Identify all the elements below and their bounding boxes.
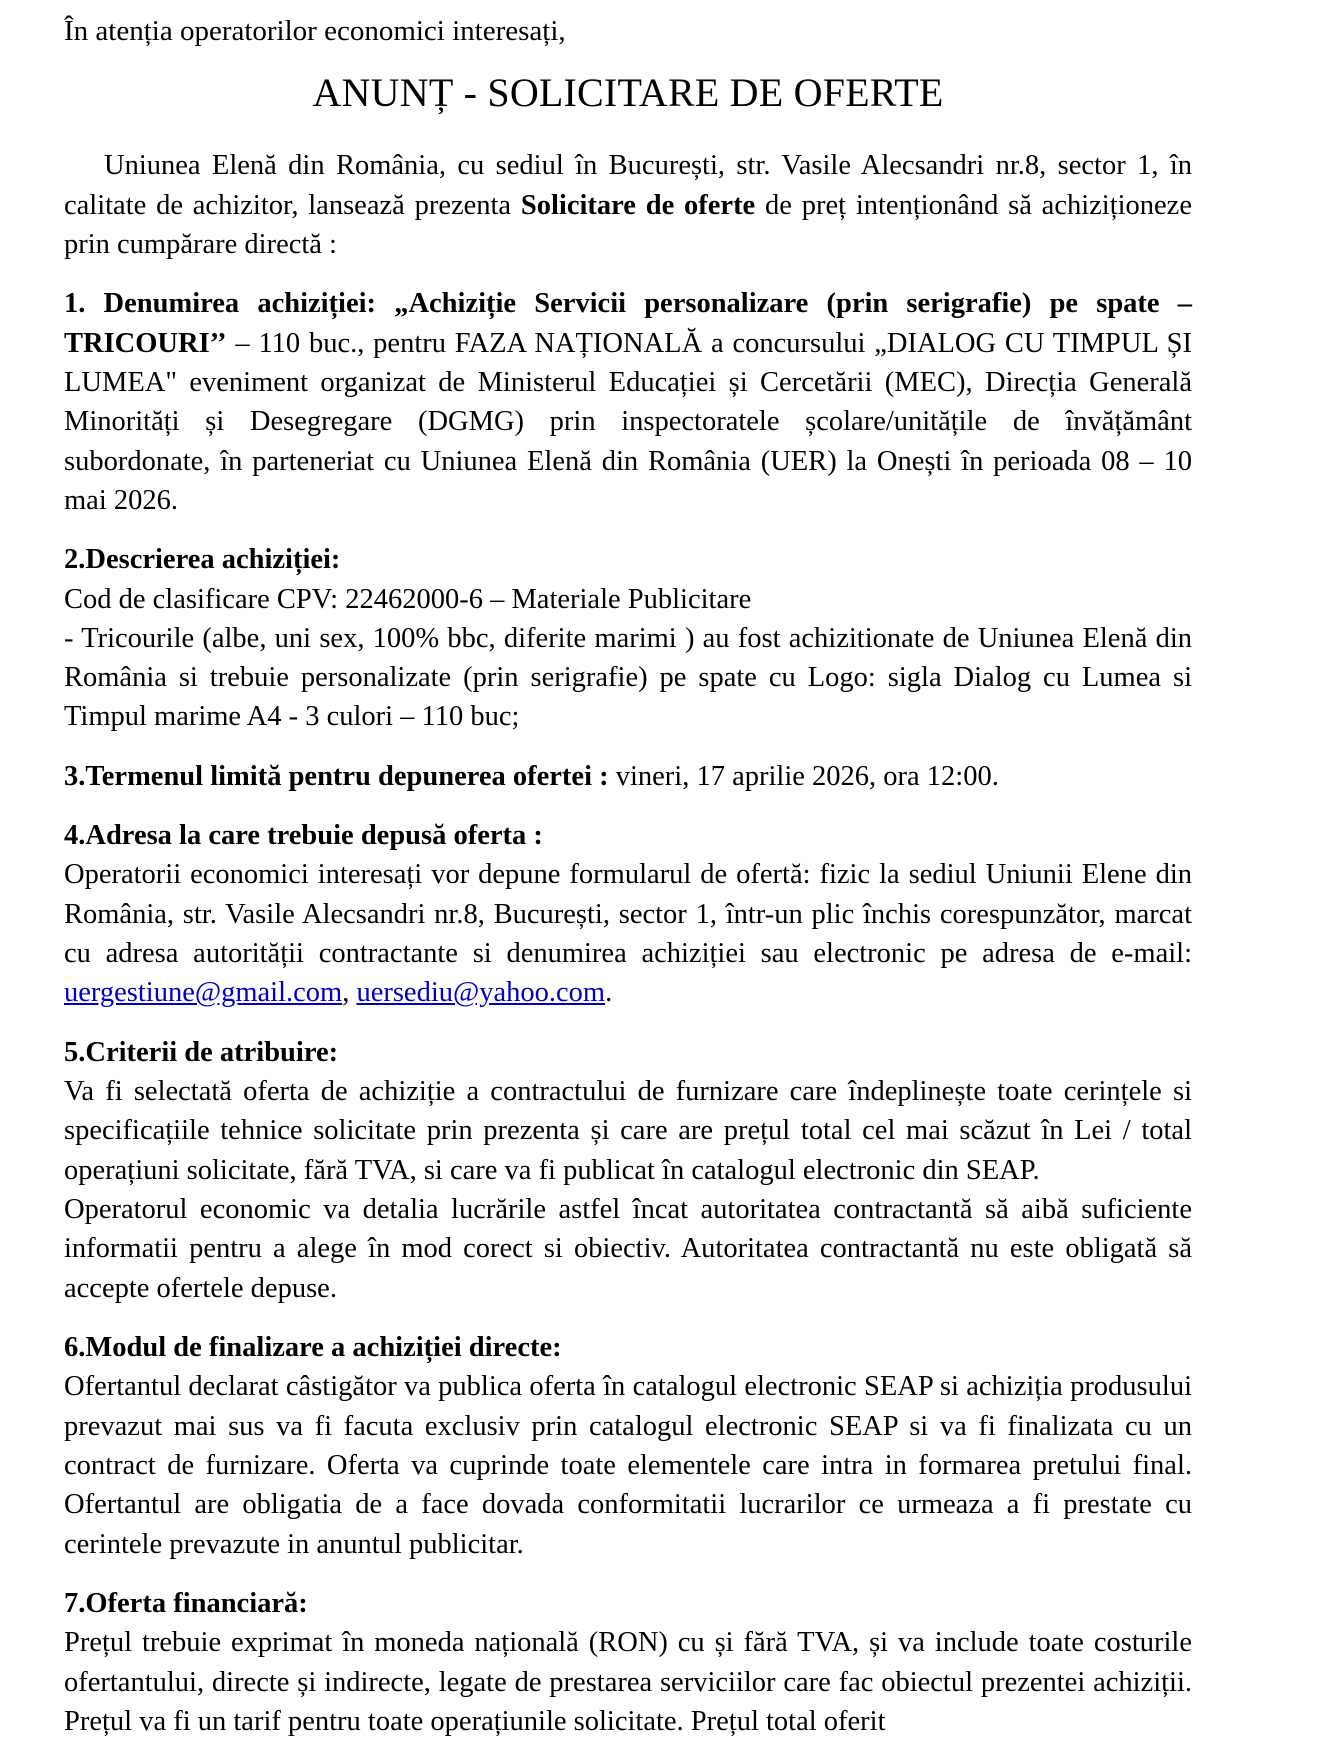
email-separator: , (342, 977, 357, 1009)
section-4-body-before: Operatorii economici interesați vor depune formularul de ofertă: fizic la sediul Uniunii Elene din România, str. Vasile Alecsandri nr.8, București, sector 1, într-un plic închis corespunzător, marcat cu adresa autorității contractante si denumirea achiziției sau electronic pe adresa de e-mail: (64, 859, 1192, 970)
section-5 (64, 1033, 1192, 1308)
section-2-description-line: - Tricourile (albe, uni sex, 100% bbc, diferite marimi ) au fost achizitionate de Uniunea Elenă din România si trebuie personalizate (prin serigrafie) pe spate cu Logo: sigla Dialog cu Lumea si Timpul marime A4 - 3 culori – 110 buc; (64, 622, 1192, 733)
email-link-gestiune[interactable]: uergestiune@gmail.com (64, 977, 343, 1009)
section-1 (64, 284, 1192, 520)
section-2-heading: 2.Descrierea achiziției: (64, 544, 341, 576)
intro-text-part2: de preț intenționând să achiziționeze prin cumpărare directă : (64, 189, 1192, 260)
section-5-heading: 5.Criterii de atribuire: (64, 1036, 339, 1068)
section-1-heading (64, 284, 1192, 520)
section-6-heading: 6.Modul de finalizare a achiziției directe: (64, 1332, 562, 1364)
section-2 (64, 540, 1192, 737)
section-4-body-after: . (605, 977, 613, 1009)
page-title: ANUNȚ - SOLICITARE DE OFERTE (312, 70, 944, 116)
intro-text-part1: Uniunea Elenă din România, cu sediul în București, str. Vasile Alecsandri nr.8, sector 1, în calitate de achizitor, lansează prezenta (64, 150, 1192, 221)
section-7-heading: 7.Oferta financiară: (64, 1588, 308, 1620)
intro-paragraph (64, 146, 1192, 264)
section-7 (64, 1584, 1192, 1741)
section-3 (64, 757, 1192, 796)
section-4 (64, 816, 1192, 1013)
section-3-heading (64, 757, 1192, 796)
section-6 (64, 1328, 1192, 1564)
section-1-heading-rest: – 110 buc., pentru FAZA NAȚIONALĂ a concursului „DIALOG CU TIMPUL ȘI LUMEA" eveniment organizat de Ministerul Educației și Cercetării (MEC), Direcția Generală Minorități și Desegregare (DGMG) prin inspectoratele școlare/unitățile de învățământ subordonate, în parteneriat cu Uniunea Elenă din România (UER) la Onești în perioada 08 – 10 mai 2026. (64, 327, 1192, 516)
addressee-line: În atenția operatorilor economici interesați, (64, 15, 566, 47)
email-link-sediu[interactable]: uersediu@yahoo.com (356, 977, 606, 1009)
section-3-heading-label: 3.Termenul limită pentru depunerea ofertei : (64, 760, 609, 792)
intro-emphasis: Solicitare de oferte (520, 189, 756, 221)
section-4-body (64, 855, 1192, 1012)
section-6-body: Ofertantul declarat câstigător va publica oferta în catalogul electronic SEAP si achiziția produsului prevazut mai sus va fi facuta exclusiv prin catalogul electronic SEAP si va fi finalizata cu un contract de furnizare. Oferta va cuprinde toate elementele care intra in formarea pretului final. Ofertantul are obligatia de a face dovada conformitatii lucrarilor ce urmeaza a fi prestate cu cerintele prevazute in anuntul publicitar. (64, 1371, 1192, 1560)
section-3-deadline-value: vineri, 17 aprilie 2026, ora 12:00. (608, 760, 999, 792)
section-5-paragraph-2: Operatorul economic va detalia lucrările astfel încat autoritatea contractantă să aibă suficiente informatii pentru a alege în mod corect si obiectiv. Autoritatea contractantă nu este obligată să accepte ofertele depuse. (64, 1194, 1192, 1304)
section-2-cpv-line: Cod de clasificare CPV: 22462000-6 – Materiale Publicitare (64, 583, 752, 615)
section-4-heading: 4.Adresa la care trebuie depusă oferta : (64, 820, 543, 852)
section-7-body: Prețul trebuie exprimat în moneda națională (RON) cu și fără TVA, și va include toate costurile ofertantului, directe și indirecte, legate de prestarea serviciilor care fac obiectul prezentei achiziții. Prețul va fi un tarif pentru toate operațiunile solicitate. Prețul total oferit (64, 1627, 1192, 1738)
section-1-heading-bold: 1. Denumirea achiziției: „Achiziție Servicii personalizare (prin serigrafie) pe spate – TRICOURI’’ (64, 288, 1192, 359)
section-5-paragraph-1: Va fi selectată oferta de achiziție a contractului de furnizare care îndeplinește toate cerințele si specificațiile tehnice solicitate prin prezenta și care are prețul total cel mai scăzut în Lei / total operațiuni solicitate, fără TVA, si care va fi publicat în catalogul electronic din SEAP. (64, 1076, 1192, 1186)
